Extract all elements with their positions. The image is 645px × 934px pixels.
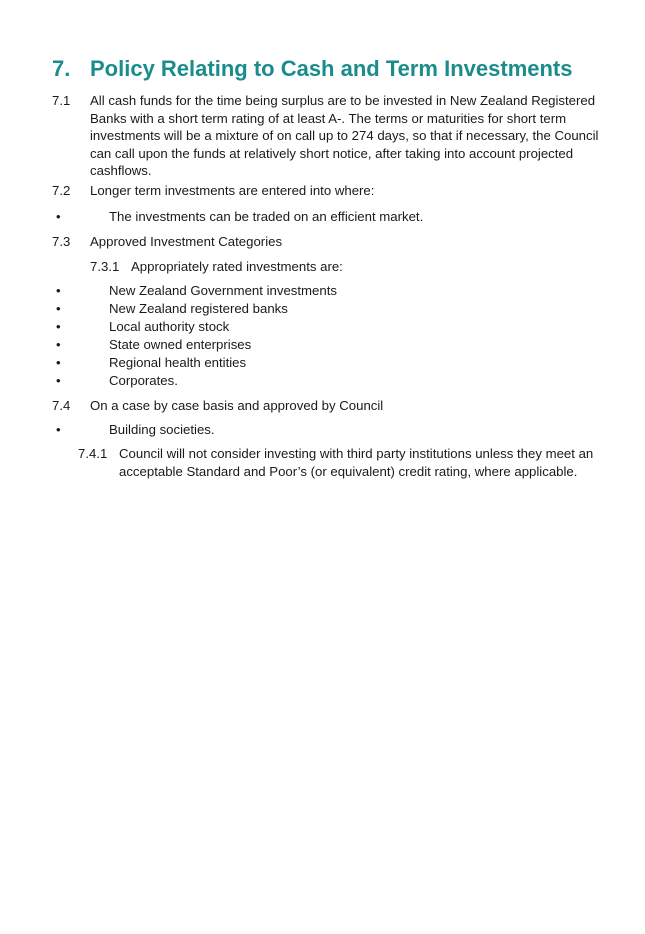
section-heading: [52, 56, 573, 82]
subparagraph-text-line-1: Council will not consider investing with third party institutions unless they meet an: [119, 446, 594, 461]
bullet-glyph: •: [56, 283, 61, 298]
bullet-glyph: •: [56, 355, 61, 370]
paragraph-text: Longer term investments are entered into where:: [90, 183, 375, 198]
bullet-glyph: •: [56, 337, 61, 352]
list-item-text: The investments can be traded on an efficient market.: [109, 209, 424, 224]
subparagraph-text-line-2: acceptable Standard and Poor’s (or equivalent) credit rating, where applicable.: [119, 463, 578, 479]
bullet-glyph: •: [56, 301, 61, 316]
bullet-glyph: •: [56, 373, 61, 388]
paragraph-number: 7.3: [52, 234, 71, 249]
section-number: 7.: [52, 56, 71, 81]
paragraph-text: Approved Investment Categories: [90, 234, 283, 249]
bullet-glyph: •: [56, 422, 61, 437]
subparagraph-number: 7.3.1: [90, 259, 120, 274]
paragraph-text: All cash funds for the time being surplus are to be invested in New Zealand Registered Banks with a short term rating of at least A-. The terms or maturities for short term investments will be a mixture of on call up to 274 days, so that if necessary, the Council can call upon the funds at relatively short notice, after taking into account projected cashflows.: [90, 93, 599, 178]
list-item-text: State owned enterprises: [109, 337, 252, 352]
list-item-text: New Zealand registered banks: [109, 301, 288, 316]
subparagraph-text: Appropriately rated investments are:: [131, 259, 343, 274]
bullet-glyph: •: [56, 209, 61, 224]
list-item-text: Local authority stock: [109, 319, 230, 334]
list-item-text: Building societies.: [109, 422, 215, 437]
list-item-text: New Zealand Government investments: [109, 283, 337, 298]
paragraph-number: 7.1: [52, 93, 71, 108]
bullet-glyph: •: [56, 319, 61, 334]
section-title: Policy Relating to Cash and Term Investments: [90, 56, 573, 81]
list-item-text: Regional health entities: [109, 355, 247, 370]
list-item-text: Corporates.: [109, 373, 178, 388]
paragraph-number: 7.2: [52, 183, 71, 198]
paragraph-text: On a case by case basis and approved by Council: [90, 398, 384, 413]
subparagraph-number: 7.4.1: [78, 446, 108, 461]
paragraph-number: 7.4: [52, 398, 71, 413]
